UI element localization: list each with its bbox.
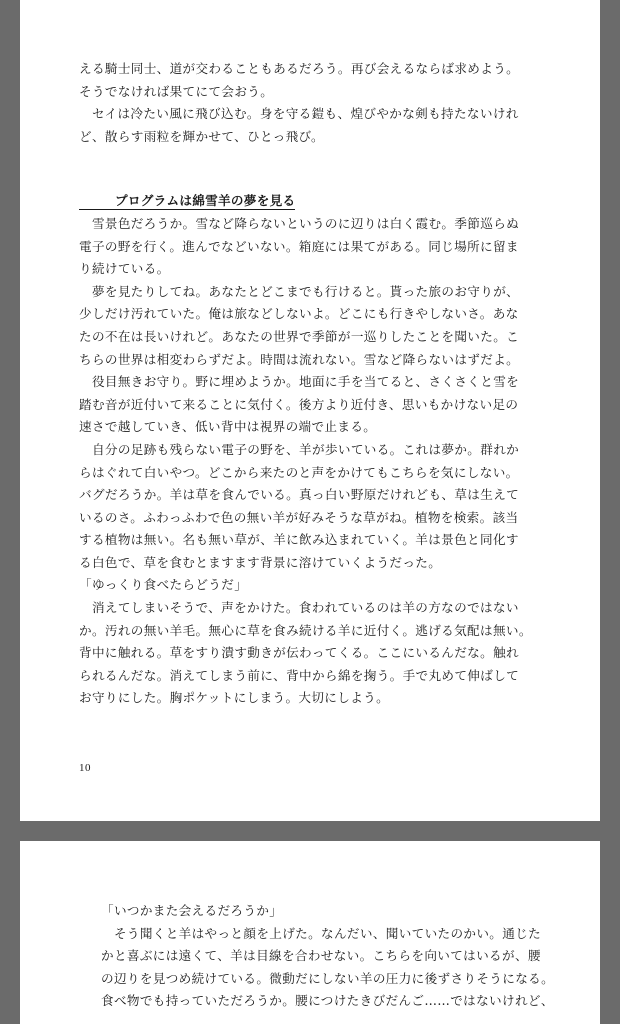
text-line: 役目無きお守り。野に埋めようか。地面に手を当てると、さくさくと雪を [79, 374, 520, 390]
text-line: 夢を見たりしてね。あなたとどこまでも行けると。貰った旅のお守りが、 [79, 283, 520, 299]
text-line: セイは冷たい風に飛び込む。身を守る鎧も、煌びやかな剣も持たないけれ [79, 106, 519, 122]
text-line: 速さで越していき、低い背中は視界の端で止まる。 [79, 419, 377, 435]
section-gap [79, 148, 544, 190]
text-line: いるのさ。ふわっふわで色の無い羊が好みそうな草がね。植物を検索。該当 [79, 509, 519, 525]
text-line: ちらの世界は相変わらずだよ。時間は流れない。雪など降らないはずだよ。 [79, 351, 520, 367]
dialogue-line: 「ゆっくり食べたらどうだ」 [79, 577, 248, 593]
text-line: える騎士同士、道が交わることもあるだろう。再び会えるならば求めよう。 [79, 61, 520, 76]
text-line: ど、散らす雨粒を輝かせて、ひとっ飛び。 [79, 128, 324, 144]
text-line: たの不在は長いけれど。あなたの世界で季節が一巡りしたことを聞いた。こ [79, 328, 520, 344]
story-title-line [79, 190, 544, 213]
text-line: お守りにした。胸ポケットにしまう。大切にしよう。 [79, 690, 390, 706]
text-line: 少しだけ汚れていた。俺は旅などしないよ。どこにも行きやしないさ。あな [79, 306, 519, 322]
text-line: 消えてしまいそうで、声をかけた。食われているのは羊の方なのではない [79, 600, 519, 616]
document-page-10 [20, 0, 600, 821]
text-line: バグだろうか。羊は草を食んでいる。真っ白い野原だけれども、草は生えて [79, 487, 520, 503]
text-line: らはぐれて白いやつ。どこから来たのと声をかけてもこちらを気にしない。 [79, 464, 519, 480]
text-line: り続けている。 [79, 261, 170, 277]
text-line: 自分の足跡も残らない電子の野を、羊が歩いている。これは夢か。群れか [79, 441, 520, 457]
text-line: 食べ物でも持っていただろうか。腰につけたきびだんご……ではないけれど、 [101, 993, 554, 1009]
page-text-body [79, 58, 544, 710]
document-page-next [20, 841, 600, 1024]
text-line: か。汚れの無い羊毛。無心に草を食み続ける羊に近付く。逃げる気配は無い。 [79, 622, 532, 638]
text-line: 電子の野を行く。進んでなどいない。箱庭には果てがある。同じ場所に留ま [79, 238, 519, 254]
text-line: そうでなければ果てにて会おう。 [79, 83, 274, 99]
text-line: 雪景色だろうか。雪など降らないというのに辺りは白く霞む。季節巡らぬ [79, 215, 520, 231]
text-line: 踏む音が近付いて来ることに気付く。後方より近付き、思いもかけない足の [79, 396, 519, 412]
text-line: する植物は無い。名も無い草が、羊に飲み込まれていく。羊は景色と同化す [79, 532, 519, 548]
text-line: 背中に触れる。草をすり潰す動きが伝わってくる。ここにいるんだな。触れ [79, 645, 519, 661]
text-line: る白色で、草を食むとますます背景に溶けていくようだった。 [79, 554, 442, 570]
story-title: プログラムは綿雪羊の夢を見る [79, 193, 295, 210]
text-line: の辺りを見つめ続けている。微動だにしない羊の圧力に後ずさりそうになる。 [101, 970, 555, 986]
dialogue-line: 「いつかまた会えるだろうか」 [101, 903, 283, 918]
text-line: られるんだな。消えてしまう前に、背中から綿を掬う。手で丸めて伸ばして [79, 667, 520, 683]
text-line: そう聞くと羊はやっと顔を上げた。なんだい、聞いていたのかい。通じた [101, 925, 542, 941]
page-text-body [101, 900, 560, 1013]
text-line: かと喜ぶには遠くて、羊は目線を合わせない。こちらを向いてはいるが、腰 [101, 948, 541, 964]
page-number: 10 [79, 762, 91, 774]
